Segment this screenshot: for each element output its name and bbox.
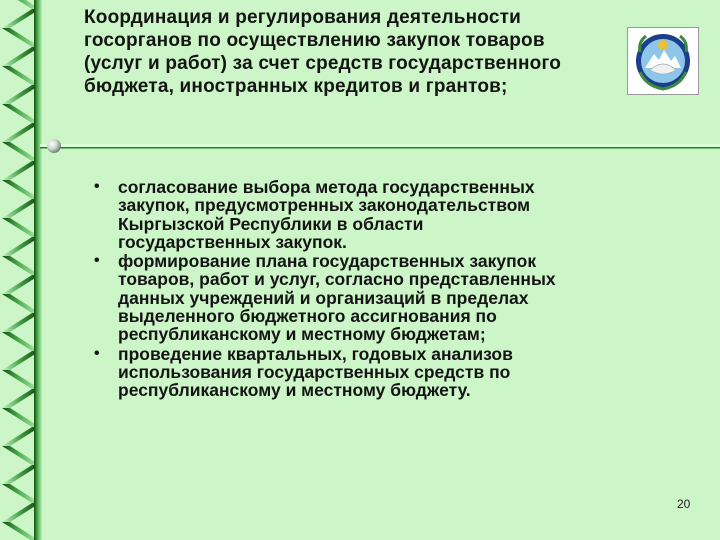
bullet-text-line: выделенного бюджетного ассигнования по [118, 306, 497, 327]
bullet-list [94, 178, 694, 401]
list-item [94, 345, 694, 400]
bullet-text-line: использования государственных средств по [118, 361, 511, 382]
title-line: Координация и регулирования деятельности [84, 7, 522, 28]
bullet-text-line: республиканскому и местному бюджетам; [118, 324, 486, 345]
bullet-text-line: согласование выбора метода государственных [118, 177, 535, 197]
bullet-text-line: товаров, работ и услуг, согласно представленных [118, 269, 556, 290]
list-item [94, 178, 694, 251]
title-line: бюджета, иностранных кредитов и грантов; [84, 76, 508, 97]
bullet-text-line: проведение квартальных, годовых анализов [118, 343, 513, 364]
bullet-text-line: закупок, предусмотренных законодательством [118, 195, 531, 216]
list-item [94, 252, 694, 343]
bullet-glyph: • [94, 344, 100, 362]
kyrgyz-state-emblem-icon [627, 27, 699, 95]
title-line: (услуг и работ) за счет средств государственного [84, 53, 562, 74]
bullet-text-line: Кыргызской Республики в области [118, 213, 424, 234]
title-divider-rule [40, 136, 720, 156]
bullet-glyph: • [94, 252, 100, 270]
bullet-text-line: данных учреждений и организаций в пределах [118, 287, 529, 308]
bullet-text-line: республиканскому и местному бюджету. [118, 380, 471, 401]
page-number: 20 [677, 497, 691, 511]
decorative-zigzag-border [0, 0, 62, 540]
bullet-text-line: формирование плана государственных закупок [118, 251, 537, 272]
title-line: госорганов по осуществлению закупок товаров [84, 30, 545, 51]
bullet-glyph: • [94, 178, 100, 195]
slide-title [84, 6, 644, 98]
bullet-text-line: государственных закупок. [118, 231, 347, 252]
